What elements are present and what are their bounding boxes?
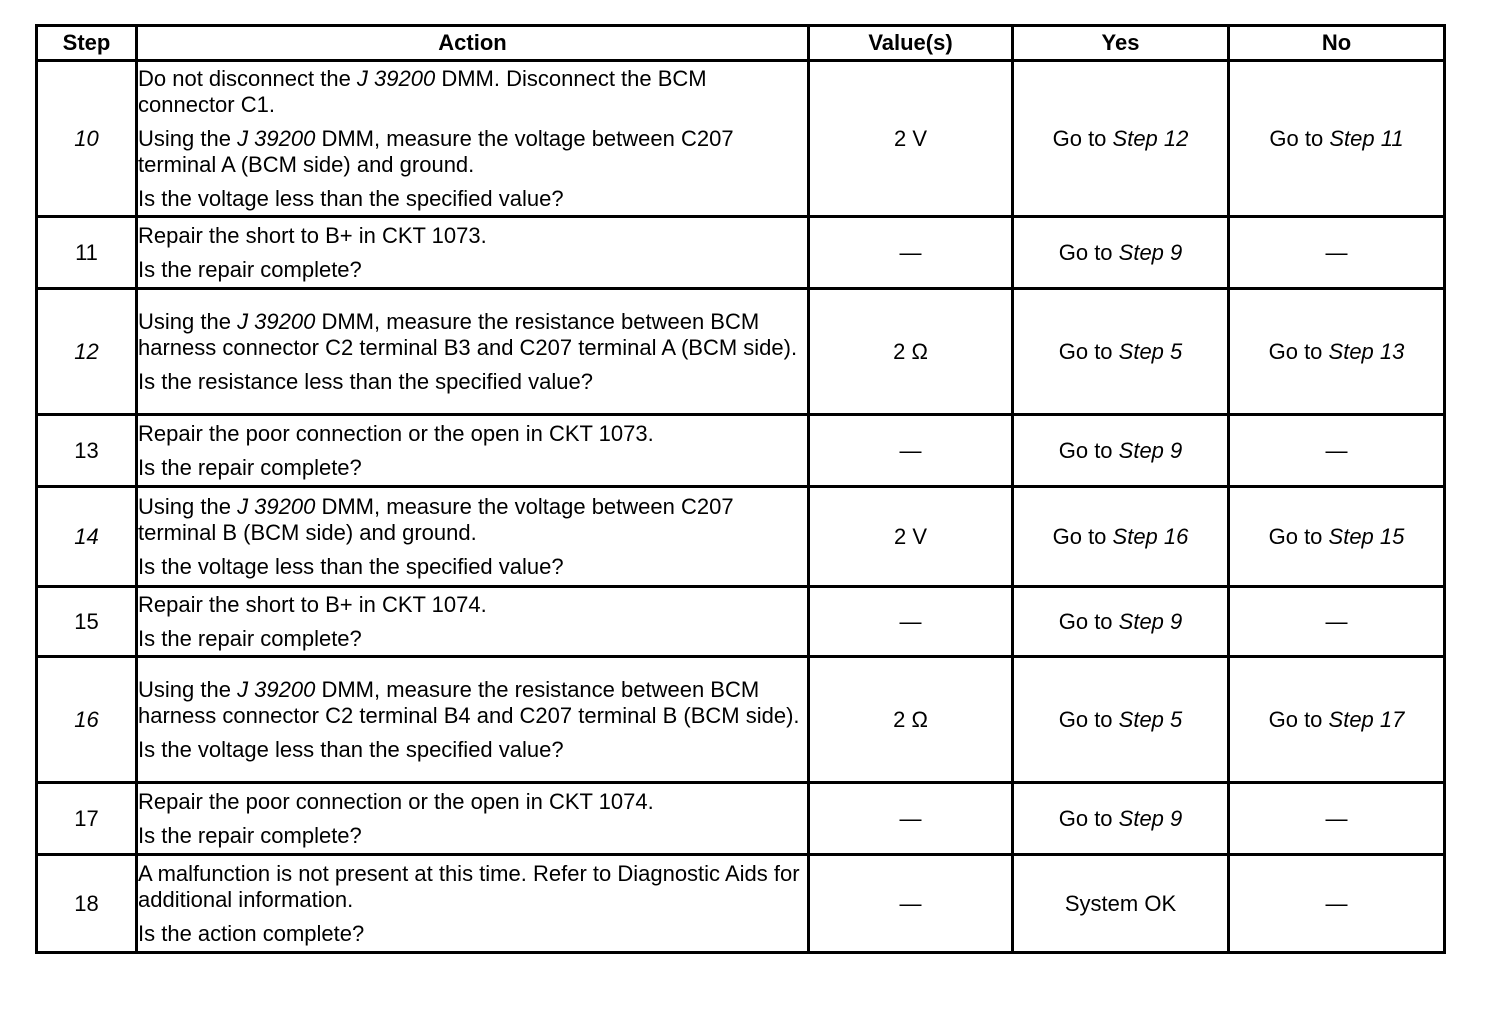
table-row [37, 587, 1445, 657]
value-cell: — [809, 855, 1013, 953]
action-paragraph [138, 66, 807, 118]
action-text: DMM, measure the resistance between BCM harness connector C2 terminal B4 and C207 terminal B (BCM side). [138, 676, 800, 728]
action-text: Is the voltage less than the specified value? [138, 553, 564, 579]
value-cell: 2 Ω [809, 657, 1013, 783]
step-number: 14 [37, 487, 137, 587]
action-text: Is the repair complete? [138, 822, 362, 848]
step-reference: Step 13 [1328, 338, 1405, 364]
action-paragraph [138, 309, 807, 361]
action-paragraph [138, 737, 807, 763]
step-number: 10 [37, 61, 137, 217]
table-body [37, 61, 1445, 953]
action-text: Repair the short to B+ in CKT 1074. [138, 591, 487, 617]
table-row [37, 783, 1445, 855]
header-row [37, 26, 1445, 61]
action-cell [137, 289, 809, 415]
no-cell [1229, 855, 1445, 953]
action-text: Using the [138, 676, 238, 702]
action-text: Is the resistance less than the specified value? [138, 368, 593, 394]
yes-text: Go to [1058, 608, 1119, 634]
step-reference: Step 12 [1112, 125, 1189, 151]
step-number: 11 [37, 217, 137, 289]
no-cell [1229, 289, 1445, 415]
step-reference: Step 5 [1118, 706, 1183, 732]
action-text: Using the [138, 308, 238, 334]
action-paragraph [138, 626, 807, 652]
value-cell: — [809, 783, 1013, 855]
action-cell [137, 657, 809, 783]
action-paragraph [138, 186, 807, 212]
action-text: Is the voltage less than the specified value? [138, 185, 564, 211]
action-text: Using the [138, 493, 238, 519]
no-cell [1229, 783, 1445, 855]
no-text: — [1325, 239, 1348, 265]
no-cell [1229, 415, 1445, 487]
step-reference: Step 5 [1118, 338, 1183, 364]
action-text: Is the repair complete? [138, 256, 362, 282]
action-text: Repair the poor connection or the open in CKT 1074. [138, 788, 654, 814]
yes-cell [1013, 415, 1229, 487]
no-cell [1229, 487, 1445, 587]
yes-cell [1013, 587, 1229, 657]
action-cell [137, 61, 809, 217]
action-paragraph [138, 257, 807, 283]
yes-text: Go to [1058, 437, 1119, 463]
yes-cell [1013, 783, 1229, 855]
tool-reference: J 39200 [356, 65, 436, 91]
step-number: 13 [37, 415, 137, 487]
diagnostic-table [35, 24, 1446, 954]
action-paragraph [138, 369, 807, 395]
yes-text: Go to [1058, 805, 1119, 831]
action-text: DMM, measure the voltage between C207 terminal B (BCM side) and ground. [138, 493, 734, 545]
action-text: DMM, measure the voltage between C207 terminal A (BCM side) and ground. [138, 125, 734, 177]
step-reference: Step 17 [1328, 706, 1405, 732]
value-cell: 2 V [809, 487, 1013, 587]
no-cell [1229, 587, 1445, 657]
no-text: Go to [1269, 125, 1330, 151]
action-text: Is the voltage less than the specified value? [138, 736, 564, 762]
yes-text: Go to [1052, 523, 1113, 549]
step-number: 18 [37, 855, 137, 953]
yes-text: Go to [1052, 125, 1113, 151]
step-reference: Step 9 [1118, 437, 1183, 463]
step-reference: Step 11 [1329, 125, 1404, 151]
no-text: — [1325, 890, 1348, 916]
step-number: 16 [37, 657, 137, 783]
action-cell [137, 415, 809, 487]
yes-cell [1013, 61, 1229, 217]
value-cell: — [809, 587, 1013, 657]
header-step: Step [37, 26, 137, 61]
header-yes: Yes [1013, 26, 1229, 61]
action-text: Is the repair complete? [138, 454, 362, 480]
table-row [37, 61, 1445, 217]
table-row [37, 217, 1445, 289]
yes-cell [1013, 657, 1229, 783]
yes-cell [1013, 487, 1229, 587]
action-text: Is the action complete? [138, 920, 365, 946]
action-text: Repair the short to B+ in CKT 1073. [138, 222, 487, 248]
value-cell: 2 V [809, 61, 1013, 217]
action-paragraph [138, 823, 807, 849]
action-paragraph [138, 455, 807, 481]
header-action: Action [137, 26, 809, 61]
step-reference: Step 9 [1118, 608, 1183, 634]
yes-cell [1013, 289, 1229, 415]
tool-reference: J 39200 [237, 493, 316, 519]
step-reference: Step 9 [1118, 805, 1183, 831]
action-cell [137, 783, 809, 855]
no-text: Go to [1268, 706, 1329, 732]
value-cell: 2 Ω [809, 289, 1013, 415]
action-text: Using the [138, 125, 238, 151]
yes-cell [1013, 855, 1229, 953]
yes-text: Go to [1058, 239, 1119, 265]
no-text: — [1325, 437, 1348, 463]
action-cell [137, 217, 809, 289]
action-cell [137, 487, 809, 587]
action-text: Repair the poor connection or the open in CKT 1073. [138, 420, 654, 446]
header-no: No [1229, 26, 1445, 61]
table-row [37, 855, 1445, 953]
no-cell [1229, 217, 1445, 289]
action-text: Do not disconnect the [138, 65, 357, 91]
action-paragraph [138, 494, 807, 546]
header-values: Value(s) [809, 26, 1013, 61]
action-paragraph [138, 789, 807, 815]
action-paragraph [138, 677, 807, 729]
table-row [37, 289, 1445, 415]
step-reference: Step 16 [1112, 523, 1189, 549]
no-cell [1229, 61, 1445, 217]
no-text: Go to [1268, 338, 1329, 364]
value-cell: — [809, 415, 1013, 487]
action-paragraph [138, 223, 807, 249]
action-paragraph [138, 554, 807, 580]
no-text: Go to [1268, 523, 1329, 549]
action-cell [137, 855, 809, 953]
action-paragraph [138, 126, 807, 178]
step-reference: Step 15 [1328, 523, 1405, 549]
table-row [37, 487, 1445, 587]
action-paragraph [138, 421, 807, 447]
action-paragraph [138, 861, 807, 913]
yes-text: Go to [1058, 338, 1119, 364]
action-cell [137, 587, 809, 657]
action-text: DMM, measure the resistance between BCM harness connector C2 terminal B3 and C207 terminal A (BCM side). [138, 308, 798, 360]
yes-text: System OK [1064, 890, 1177, 916]
value-cell: — [809, 217, 1013, 289]
step-number: 12 [37, 289, 137, 415]
yes-cell [1013, 217, 1229, 289]
no-text: — [1325, 608, 1348, 634]
action-paragraph [138, 592, 807, 618]
step-number: 15 [37, 587, 137, 657]
step-number: 17 [37, 783, 137, 855]
tool-reference: J 39200 [237, 125, 316, 151]
action-text: DMM. Disconnect the BCM connector C1. [138, 65, 707, 117]
step-reference: Step 9 [1118, 239, 1183, 265]
action-text: A malfunction is not present at this time. Refer to Diagnostic Aids for additional information. [138, 860, 800, 912]
no-text: — [1325, 805, 1348, 831]
tool-reference: J 39200 [237, 676, 316, 702]
action-paragraph [138, 921, 807, 947]
yes-text: Go to [1058, 706, 1119, 732]
table-row [37, 657, 1445, 783]
action-text: Is the repair complete? [138, 625, 362, 651]
tool-reference: J 39200 [237, 308, 316, 334]
no-cell [1229, 657, 1445, 783]
table-row [37, 415, 1445, 487]
